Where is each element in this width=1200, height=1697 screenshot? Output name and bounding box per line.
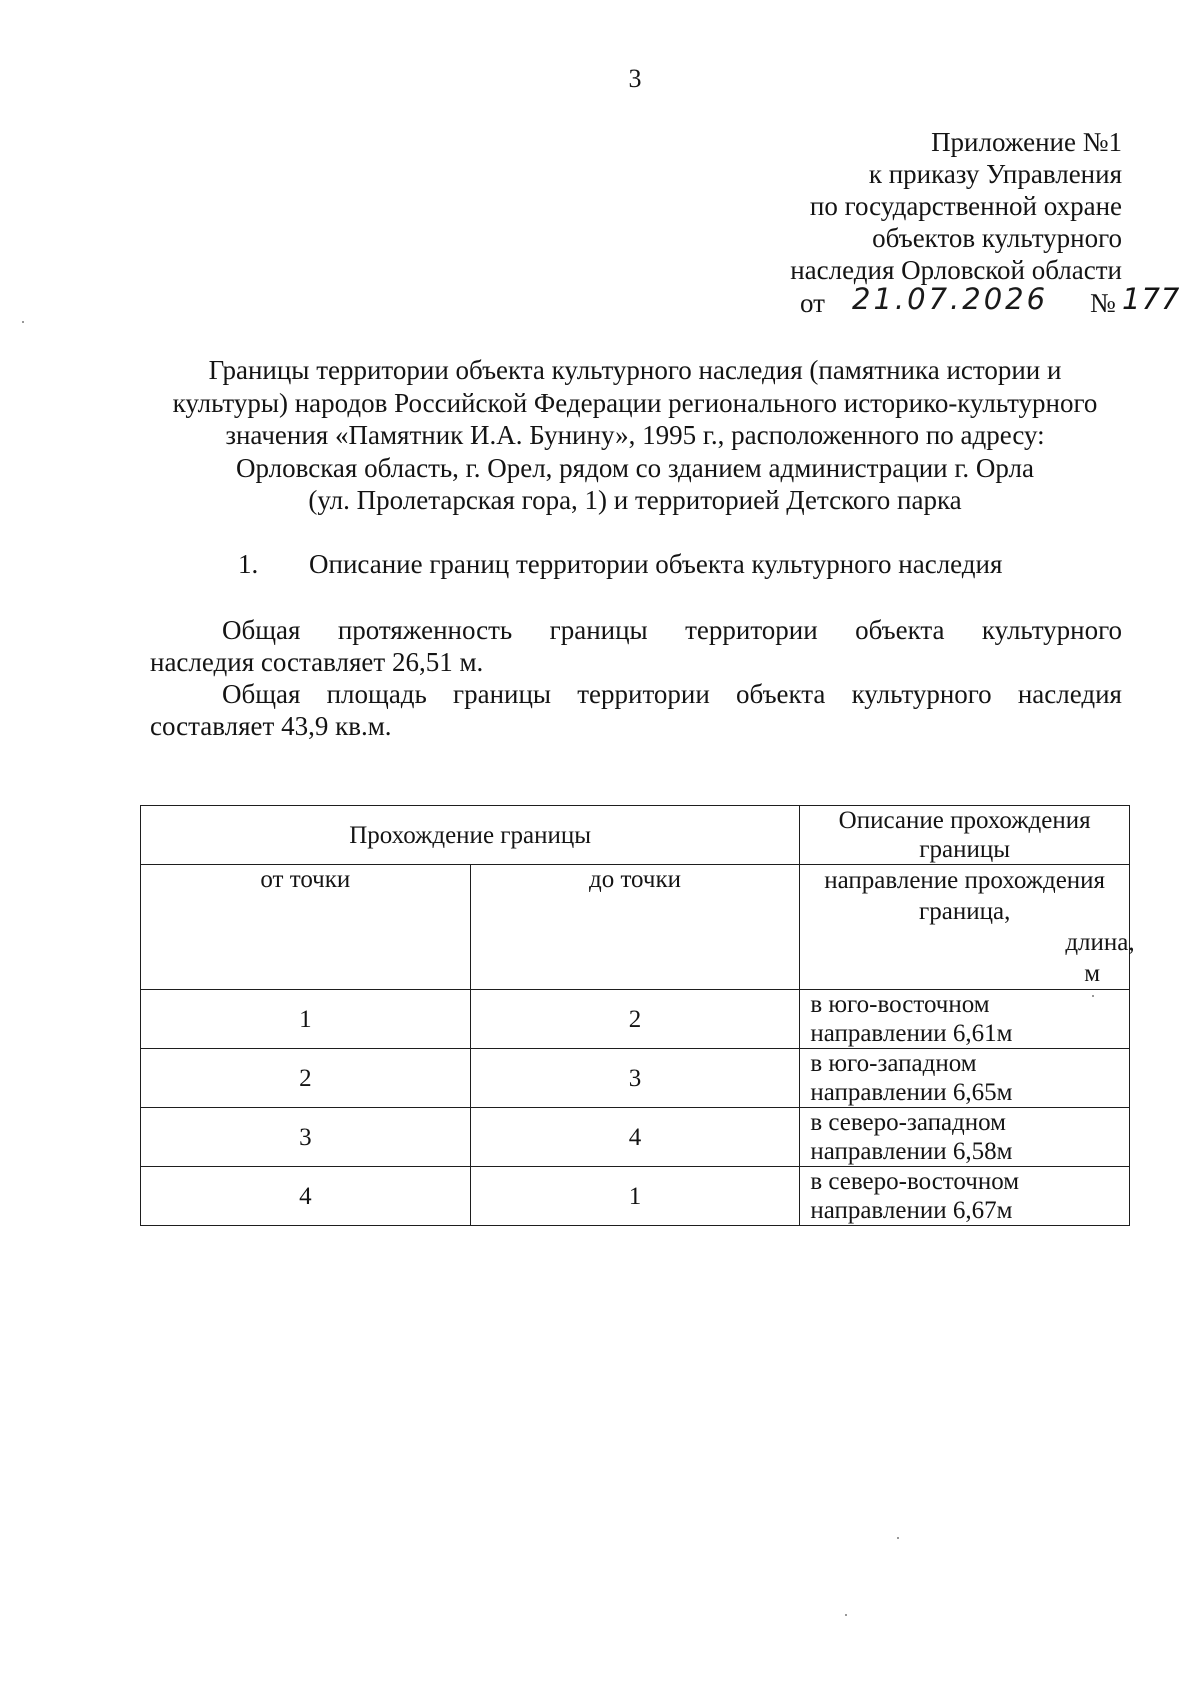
title-line: Орловская область, г. Орел, рядом со зданием администрации г. Орла	[236, 452, 1034, 483]
header-direction-length	[800, 865, 1135, 990]
appendix-line: наследия Орловской области	[790, 255, 1122, 285]
title-line: культуры) народов Российской Федерации регионального историко-культурного	[172, 387, 1098, 418]
header-boundary-passage: Прохождение границы	[141, 806, 800, 865]
scan-speck	[845, 1614, 847, 1616]
header-direction-line: направление прохождения граница,	[824, 867, 1106, 925]
paragraph-line: наследия составляет 26,51 м.	[150, 647, 484, 677]
word: культурного	[981, 615, 1122, 645]
appendix-line: объектов культурного	[872, 223, 1122, 253]
header-boundary-description: Описание прохождения границы	[800, 806, 1130, 865]
header-to-point: до точки	[470, 865, 800, 990]
cell-to: 2	[470, 990, 800, 1049]
cell-to: 1	[470, 1167, 800, 1226]
appendix-line: Приложение №1	[931, 127, 1122, 157]
cell-description: в юго-восточном направлении 6,61м	[800, 990, 1130, 1049]
word: наследия	[1017, 679, 1122, 709]
paragraph-line: составляет 43,9 кв.м.	[150, 711, 392, 741]
appendix-line: к приказу Управления	[868, 159, 1122, 189]
scan-speck	[1092, 995, 1094, 997]
word: объекта	[736, 679, 826, 709]
cell-from: 4	[141, 1167, 471, 1226]
handwritten-date: 21.07.2026	[852, 282, 1049, 316]
cell-from: 1	[141, 990, 471, 1049]
header-length-line: длина, м	[1065, 929, 1135, 987]
handwritten-number: 177	[1122, 282, 1181, 316]
word: площадь	[326, 679, 427, 709]
number-prefix: №	[1090, 288, 1116, 318]
cell-to: 3	[470, 1049, 800, 1108]
word: границы	[549, 615, 648, 645]
section-title: Описание границ территории объекта культурного наследия	[309, 549, 1003, 579]
word: протяженность	[337, 615, 513, 645]
header-from-point: от точки	[141, 865, 471, 990]
word: объекта	[855, 615, 945, 645]
paragraph-length	[150, 614, 1122, 678]
word: территории	[685, 615, 818, 645]
table-subheader-row	[141, 865, 1130, 990]
word: территории	[577, 679, 710, 709]
word: Общая	[222, 679, 301, 709]
paragraph-line	[150, 614, 1122, 646]
table-header-row	[141, 806, 1130, 865]
title-line: значения «Памятник И.А. Бунину», 1995 г., расположенного по адресу:	[225, 420, 1045, 450]
word: культурного	[851, 679, 992, 709]
paragraph-line	[150, 678, 1122, 710]
table-row	[141, 1108, 1130, 1167]
appendix-block	[522, 126, 1122, 286]
word: границы	[453, 679, 552, 709]
word: Общая	[222, 615, 301, 645]
cell-description: в северо-западном направлении 6,58м	[800, 1108, 1130, 1167]
page-number: 3	[628, 64, 642, 93]
cell-description: в северо-восточном направлении 6,67м	[800, 1167, 1130, 1226]
cell-description: в юго-западном направлении 6,65м	[800, 1049, 1130, 1108]
scan-speck	[22, 321, 24, 323]
appendix-line: по государственной охране	[809, 191, 1122, 221]
cell-from: 3	[141, 1108, 471, 1167]
order-date-number	[800, 282, 1180, 322]
cell-to: 4	[470, 1108, 800, 1167]
scan-speck	[897, 1537, 899, 1539]
boundary-table	[140, 805, 1135, 1226]
title-line: Границы территории объекта культурного наследия (памятника истории и	[208, 355, 1062, 385]
date-prefix: от	[800, 288, 825, 318]
document-title	[140, 354, 1130, 517]
paragraph-area	[150, 678, 1122, 742]
table-row	[141, 990, 1130, 1049]
cell-from: 2	[141, 1049, 471, 1108]
title-line: (ул. Пролетарская гора, 1) и территорией Детского парка	[308, 485, 962, 515]
table-row	[141, 1167, 1130, 1226]
section-number: 1.	[238, 549, 259, 579]
table-row	[141, 1049, 1130, 1108]
